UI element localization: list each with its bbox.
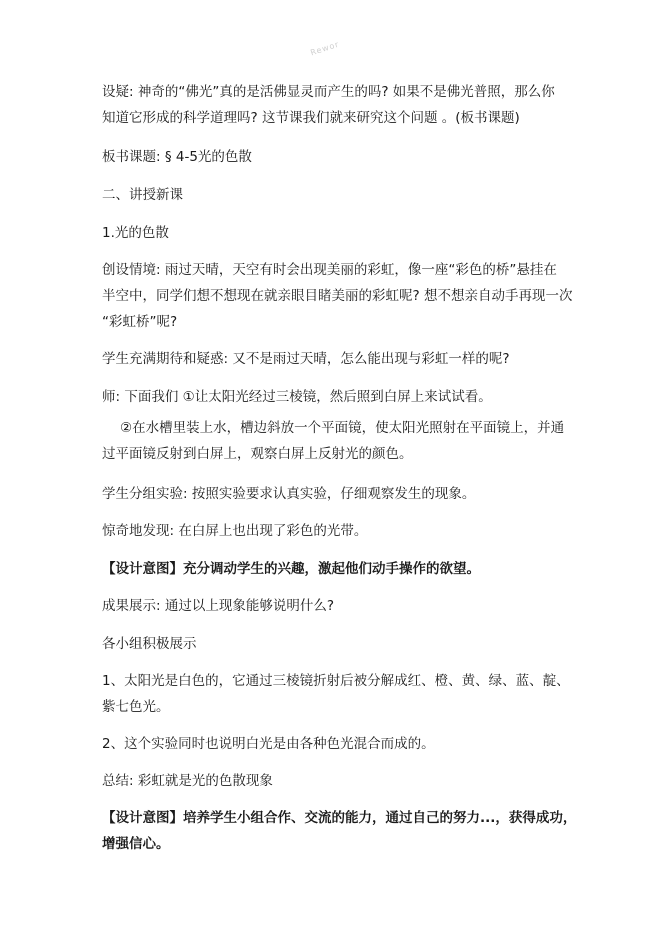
text-line: 紫七色光。 [102, 699, 170, 715]
text-line: 惊奇地发现: 在白屏上也出现了彩色的光带。 [102, 523, 368, 539]
design-intent-1 [102, 556, 572, 582]
watermark: Rewor [309, 39, 341, 58]
paragraph-scenario [102, 257, 572, 335]
paragraph-results [102, 593, 572, 619]
text-line: 创设情境: 雨过天晴，天空有时会出现美丽的彩虹，像一座“彩色的桥”悬挂在 [102, 262, 557, 278]
text-line: 各小组积极展示 [102, 636, 197, 652]
text-line: 知道它形成的科学道理吗? 这节课我们就来研究这个问题 。(板书课题) [102, 110, 520, 126]
paragraph-summary [102, 768, 572, 794]
paragraph-point-2 [102, 731, 572, 757]
paragraph-step2 [102, 415, 572, 467]
text-line: 增强信心。 [102, 836, 170, 852]
text-line: 学生充满期待和疑惑: 又不是雨过天晴，怎么能出现与彩虹一样的呢? [102, 351, 510, 367]
paragraph-experiment [102, 481, 572, 507]
paragraph-students [102, 346, 572, 372]
text-line: 二、讲授新课 [102, 187, 183, 203]
text-line: ②在水槽里装上水，槽边斜放一个平面镜，使太阳光照射在平面镜上，并通 [120, 420, 565, 436]
text-line: 总结: 彩虹就是光的色散现象 [102, 773, 273, 789]
text-line: 过平面镜反射到白屏上，观察白屏上反射光的颜色。 [102, 446, 413, 462]
paragraph-point-1 [102, 668, 572, 720]
text-line: 成果展示: 通过以上现象能够说明什么? [102, 598, 335, 614]
text-line: 设疑: 神奇的“佛光”真的是活佛显灵而产生的吗? 如果不是佛光普照，那么你 [102, 84, 555, 100]
subsection-heading [102, 220, 572, 246]
paragraph-topic [102, 144, 572, 170]
text-line: 2、这个实验同时也说明白光是由各种色光混合而成的。 [102, 736, 435, 752]
text-line: 1、太阳光是白色的，它通过三棱镜折射后被分解成红、橙、黄、绿、蓝、靛、 [102, 673, 570, 689]
paragraph-question [102, 79, 572, 131]
text-line: 【设计意图】培养学生小组合作、交流的能力，通过自己的努力...，获得成功， [102, 810, 577, 826]
section-heading [102, 182, 572, 208]
text-line: 1.光的色散 [102, 225, 169, 241]
text-line: 【设计意图】充分调动学生的兴趣，激起他们动手操作的欲望。 [102, 561, 480, 577]
text-line: 板书课题: § 4-5光的色散 [102, 149, 252, 165]
paragraph-groups [102, 631, 572, 657]
text-line: 学生分组实验: 按照实验要求认真实验，仔细观察发生的现象。 [102, 486, 476, 502]
paragraph-discovery [102, 518, 572, 544]
text-line: “彩虹桥”呢? [102, 314, 178, 330]
design-intent-2 [102, 805, 577, 857]
text-line: 半空中，同学们想不想现在就亲眼目睹美丽的彩虹呢? 想不想亲自动手再现一次 [102, 288, 573, 304]
paragraph-teacher [102, 384, 572, 410]
text-line: 师: 下面我们 ①让太阳光经过三棱镜，然后照到白屏上来试试看。 [102, 389, 492, 405]
